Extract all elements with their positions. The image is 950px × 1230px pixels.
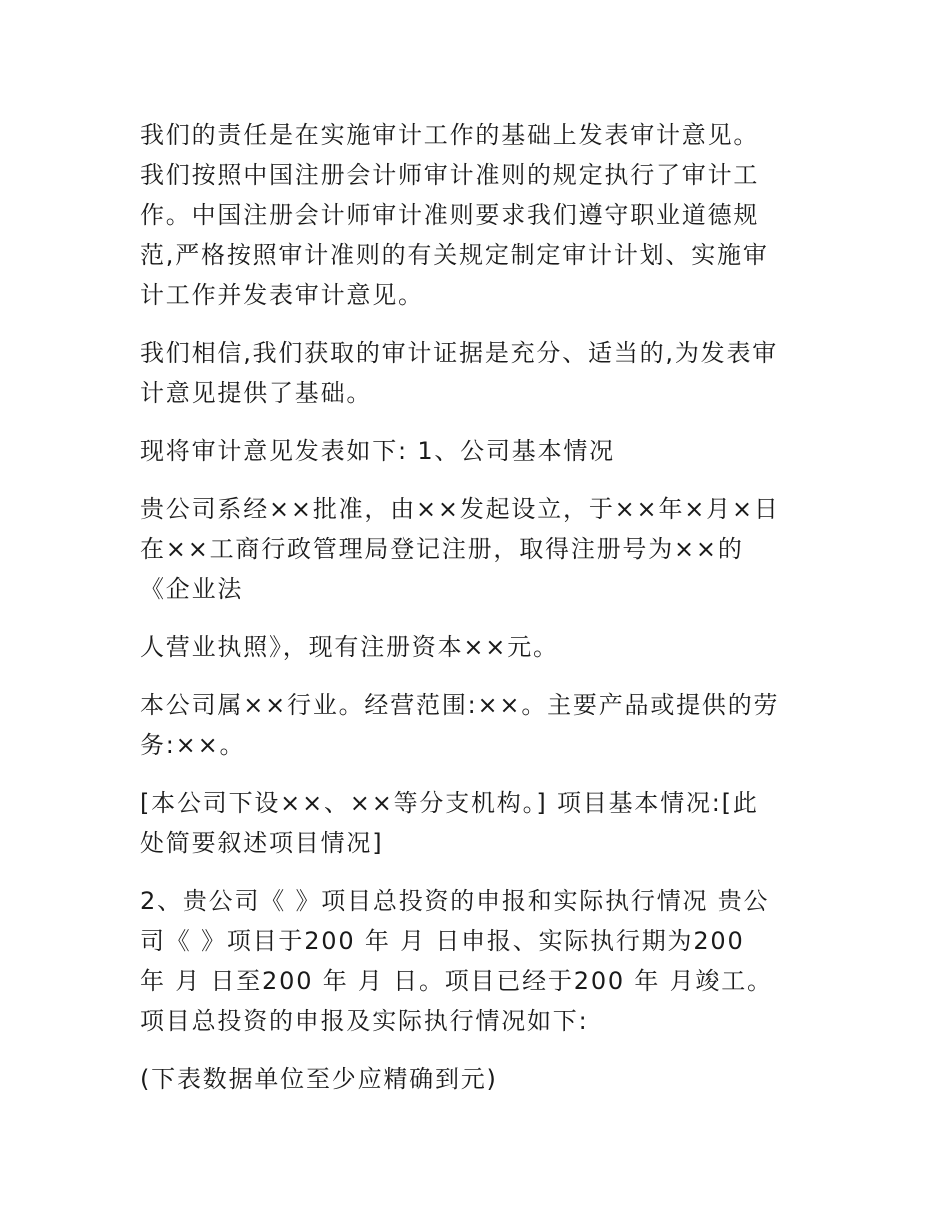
text-line: (下表数据单位至少应精确到元)	[140, 1065, 498, 1093]
text-line: 务:××。	[140, 731, 246, 759]
text-line: 本公司属××行业。经营范围:××。主要产品或提供的劳	[140, 691, 780, 719]
paragraph-company-registration	[140, 489, 820, 609]
paragraph-opinion-intro	[140, 431, 820, 471]
text-line: 《企业法	[140, 575, 244, 603]
paragraph-branches-project	[140, 783, 820, 863]
paragraph-business-scope	[140, 685, 820, 765]
text-line: 现将审计意见发表如下: 1、公司基本情况	[140, 437, 615, 465]
paragraph-business-license	[140, 627, 820, 667]
text-line: 处简要叙述项目情况]	[140, 829, 384, 857]
paragraph-audit-evidence	[140, 333, 820, 413]
paragraph-investment-execution	[140, 881, 820, 1041]
text-line: 计意见提供了基础。	[140, 379, 373, 407]
text-line: 年 月 日至200 年 月 日。项目已经于200 年 月竣工。	[140, 967, 773, 995]
text-line: 作。中国注册会计师审计准则要求我们遵守职业道德规	[140, 201, 760, 229]
paragraph-table-note	[140, 1059, 820, 1099]
text-line: 在××工商行政管理局登记注册，取得注册号为××的	[140, 535, 744, 563]
text-line: 我们相信,我们获取的审计证据是充分、适当的,为发表审	[140, 339, 779, 367]
text-line: 贵公司系经××批准，由××发起设立，于××年×月×日	[140, 495, 780, 523]
paragraph-audit-responsibility	[140, 115, 820, 315]
text-line: [本公司下设××、××等分支机构。] 项目基本情况:[此	[140, 789, 759, 817]
text-line: 2、贵公司《 》项目总投资的申报和实际执行情况 贵公	[140, 887, 770, 915]
text-line: 人营业执照》，现有注册资本××元。	[140, 633, 559, 661]
text-line: 项目总投资的申报及实际执行情况如下:	[140, 1007, 589, 1035]
text-line: 我们按照中国注册会计师审计准则的规定执行了审计工	[140, 161, 760, 189]
text-line: 司《 》项目于200 年 月 日申报、实际执行期为200	[140, 927, 745, 955]
text-line: 计工作并发表审计意见。	[140, 281, 424, 309]
document-body	[140, 115, 820, 1117]
text-line: 我们的责任是在实施审计工作的基础上发表审计意见。	[140, 121, 760, 149]
text-line: 范,严格按照审计准则的有关规定制定审计计划、实施审	[140, 241, 769, 269]
